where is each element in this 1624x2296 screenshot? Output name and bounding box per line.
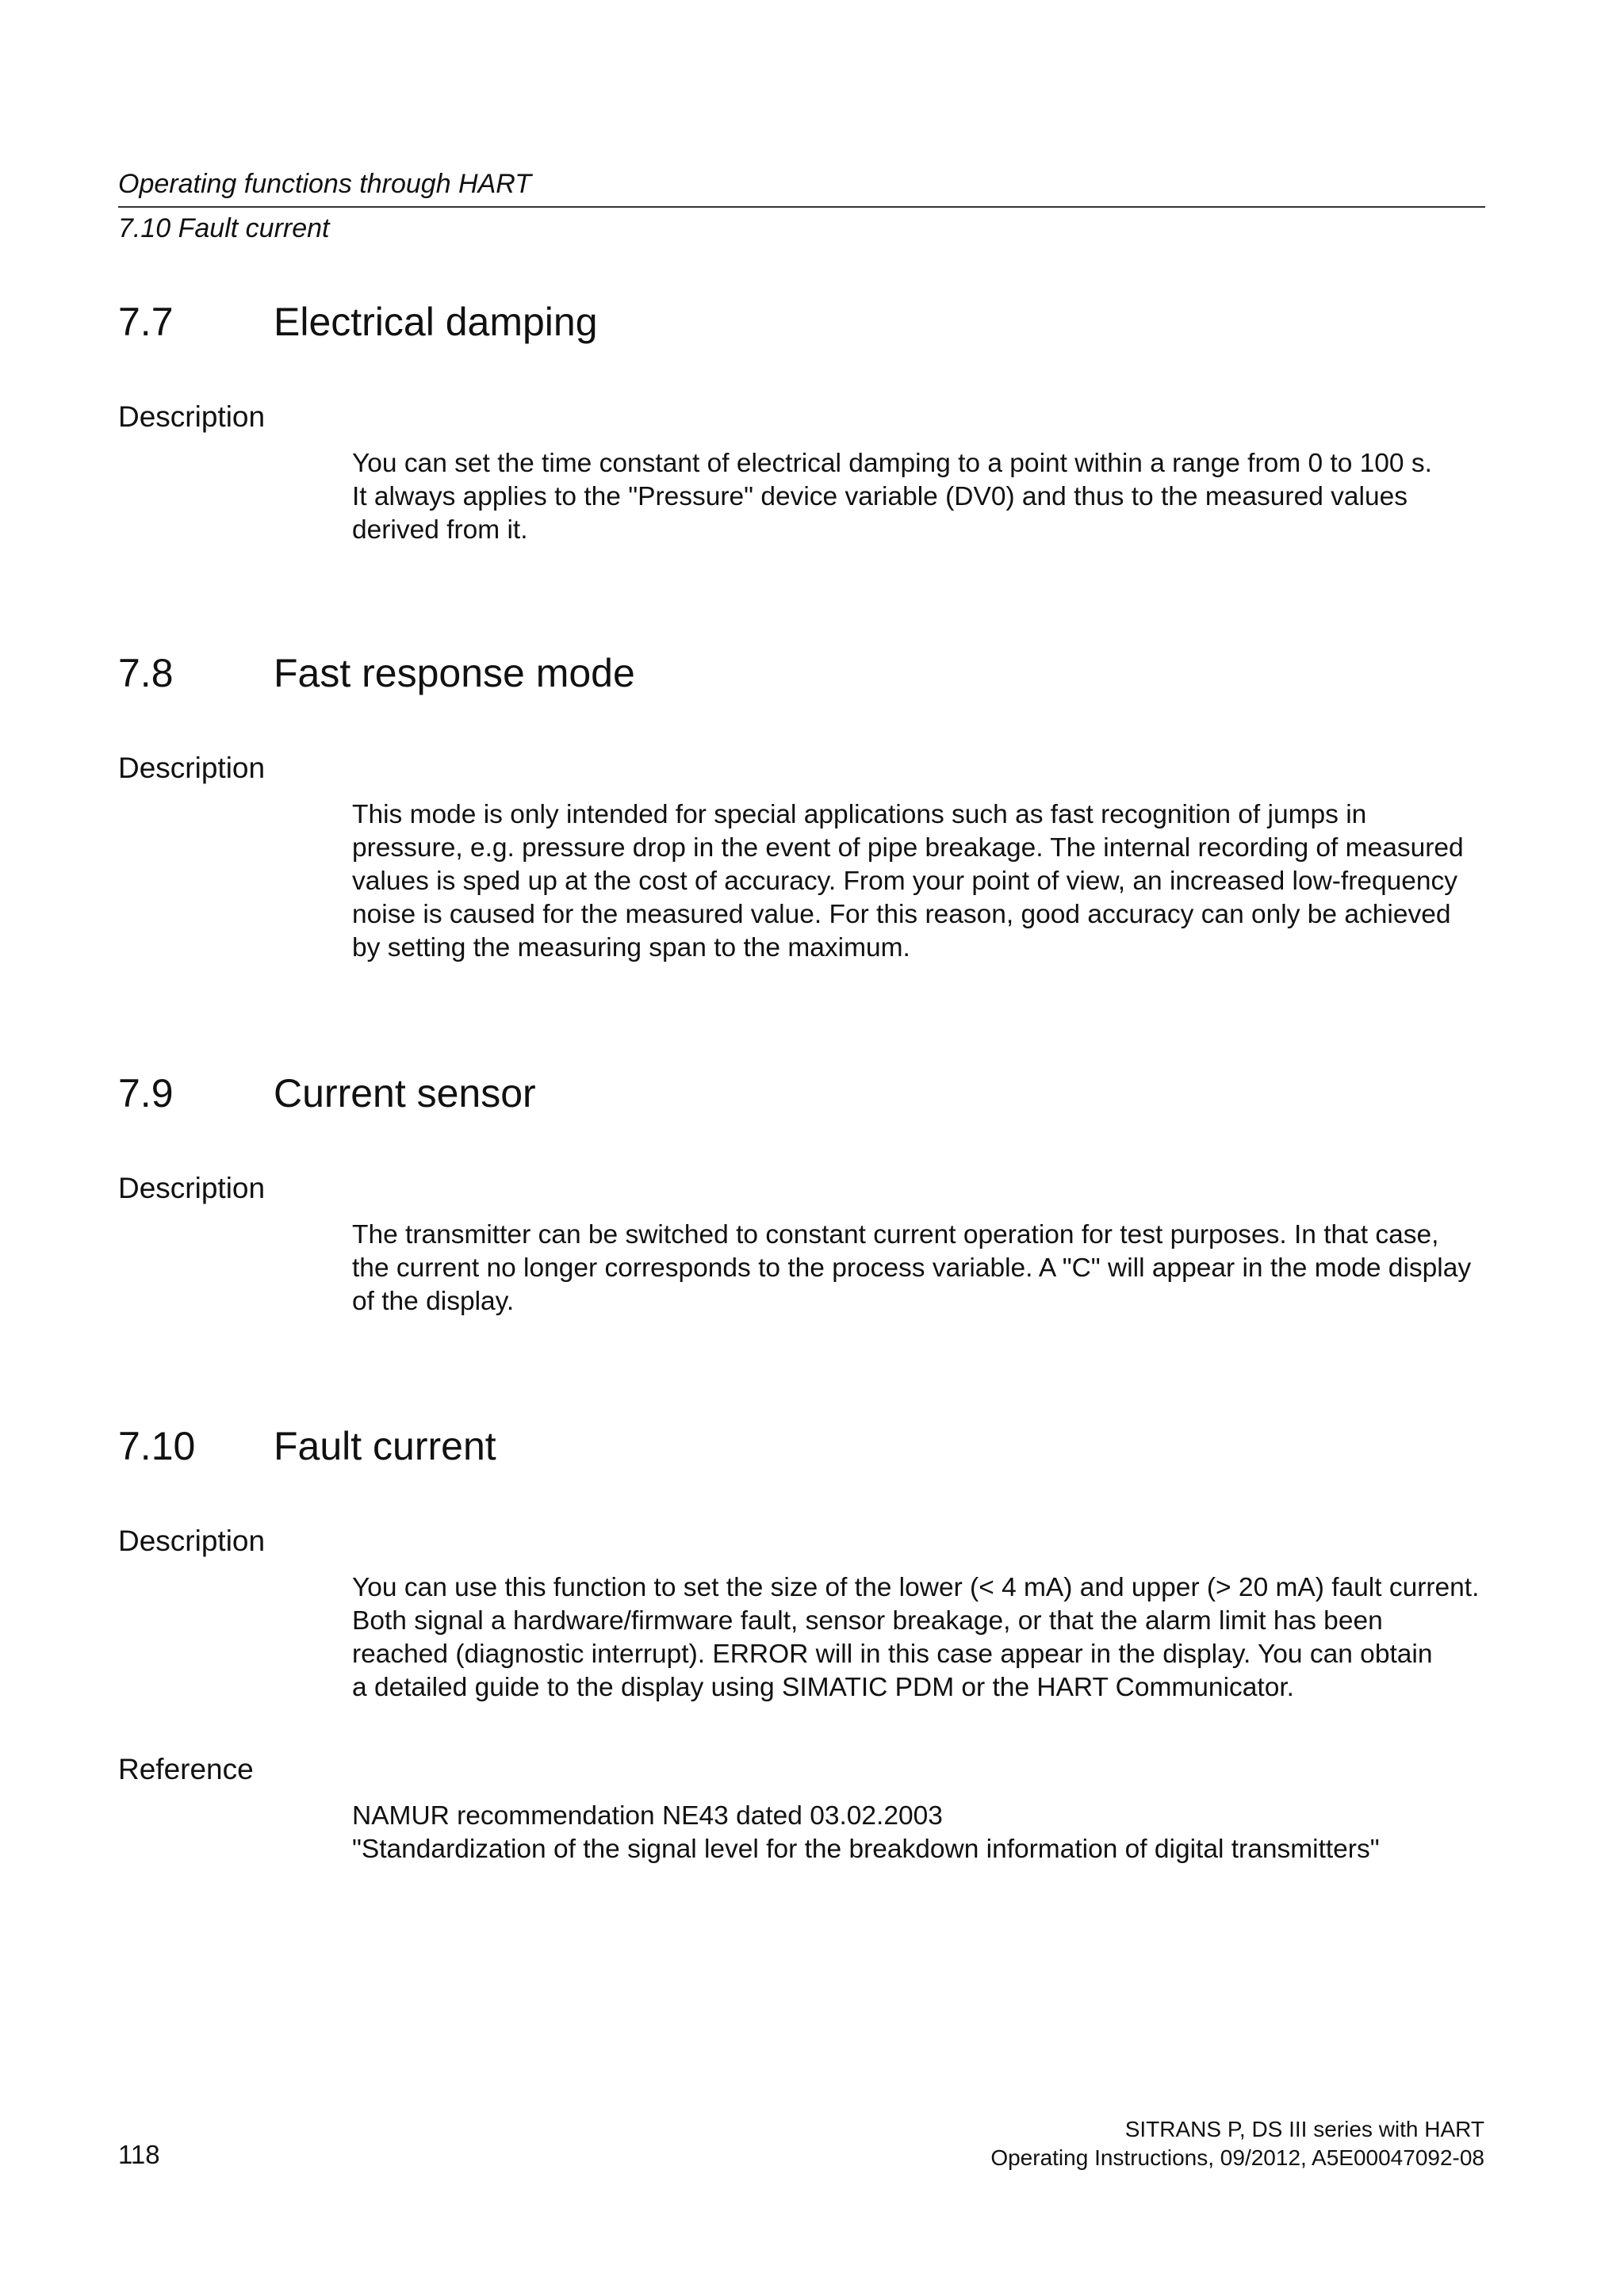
text-line: The transmitter can be switched to constant current operation for test purposes. In that case, bbox=[352, 1220, 1439, 1249]
footer-product: SITRANS P, DS III series with HART bbox=[1124, 2117, 1484, 2141]
text-line: values is sped up at the cost of accuracy. From your point of view, an increased low-frequency bbox=[352, 867, 1458, 896]
section-title: Fault current bbox=[274, 1424, 496, 1468]
section-heading bbox=[118, 1424, 1485, 1468]
text-line: "Standardization of the signal level for the breakdown information of digital transmitters" bbox=[352, 1835, 1380, 1864]
subsection-heading: Description bbox=[118, 400, 266, 433]
text-line: the current no longer corresponds to the process variable. A "C" will appear in the mode display bbox=[352, 1253, 1472, 1283]
reference-paragraph bbox=[352, 1800, 1485, 1866]
section-number: 7.10 bbox=[118, 1424, 196, 1468]
section-heading bbox=[118, 651, 1485, 695]
section-number: 7.7 bbox=[118, 300, 174, 344]
text-line: a detailed guide to the display using SIMATIC PDM or the HART Communicator. bbox=[352, 1673, 1294, 1702]
section-title: Current sensor bbox=[274, 1071, 536, 1115]
text-line: of the display. bbox=[352, 1287, 515, 1316]
text-line: noise is caused for the measured value. For this reason, good accuracy can only be achieved bbox=[352, 900, 1451, 929]
section-number: 7.9 bbox=[118, 1071, 174, 1115]
page-number: 118 bbox=[118, 2140, 160, 2169]
section-heading bbox=[118, 300, 1485, 344]
text-line: derived from it. bbox=[352, 515, 528, 545]
section-title: Electrical damping bbox=[274, 300, 598, 344]
footer-doc-info: Operating Instructions, 09/2012, A5E00047092-08 bbox=[990, 2145, 1484, 2170]
text-line: You can set the time constant of electrical damping to a point within a range from 0 to 100 s. bbox=[352, 449, 1432, 478]
text-line: Both signal a hardware/firmware fault, sensor breakage, or that the alarm limit has been bbox=[352, 1606, 1383, 1636]
section-7-8 bbox=[118, 651, 1485, 965]
header-section-title: 7.10 Fault current bbox=[118, 213, 330, 243]
text-line: by setting the measuring span to the maximum. bbox=[352, 933, 910, 962]
text-line: It always applies to the "Pressure" device variable (DV0) and thus to the measured values bbox=[352, 482, 1408, 511]
section-heading bbox=[118, 1071, 1485, 1115]
paragraph bbox=[352, 798, 1485, 965]
header-chapter-title: Operating functions through HART bbox=[118, 169, 531, 199]
text-line: NAMUR recommendation NE43 dated 03.02.2003 bbox=[352, 1801, 943, 1831]
paragraph bbox=[352, 447, 1485, 547]
text-line: reached (diagnostic interrupt). ERROR will in this case appear in the display. You can obtain bbox=[352, 1640, 1433, 1669]
footer-document-info bbox=[990, 2115, 1484, 2172]
text-line: You can use this function to set the size of the lower (< 4 mA) and upper (> 20 mA) fault current. bbox=[352, 1573, 1480, 1602]
header-divider bbox=[118, 206, 1485, 208]
section-7-9 bbox=[118, 1071, 1485, 1318]
subsection-heading-reference: Reference bbox=[118, 1753, 254, 1785]
paragraph bbox=[352, 1219, 1485, 1318]
text-line: This mode is only intended for special applications such as fast recognition of jumps in bbox=[352, 800, 1367, 829]
paragraph bbox=[352, 1571, 1485, 1705]
section-number: 7.8 bbox=[118, 651, 174, 695]
section-title: Fast response mode bbox=[274, 651, 635, 695]
subsection-heading: Description bbox=[118, 1525, 266, 1557]
subsection-heading: Description bbox=[118, 1172, 266, 1204]
text-line: pressure, e.g. pressure drop in the event of pipe breakage. The internal recording of measured bbox=[352, 833, 1464, 863]
section-7-7 bbox=[118, 300, 1485, 547]
section-7-10 bbox=[118, 1424, 1485, 1866]
subsection-heading: Description bbox=[118, 752, 266, 784]
